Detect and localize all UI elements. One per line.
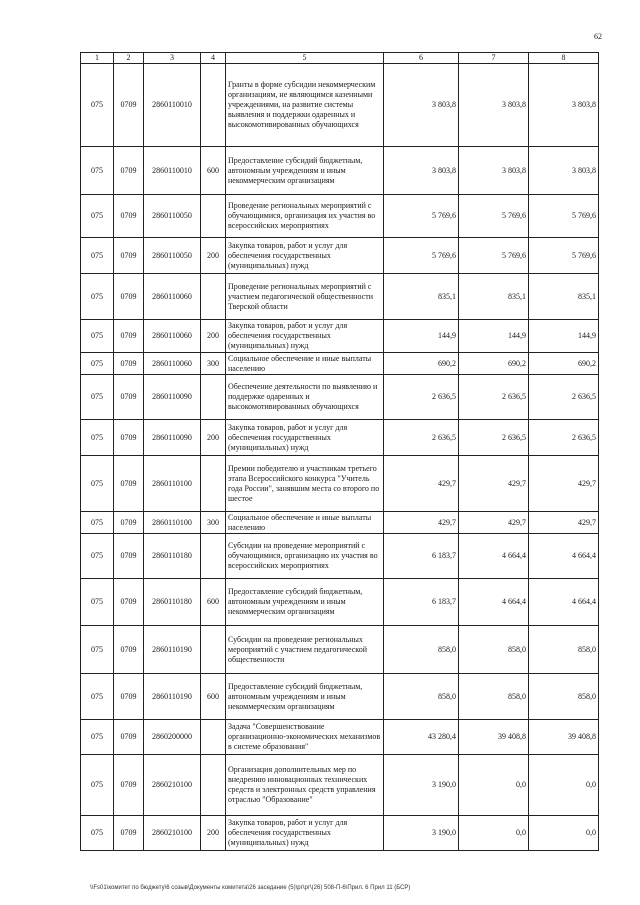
page-number: 62 xyxy=(594,32,602,41)
amount-year-1: 858,0 xyxy=(384,674,459,720)
amount-year-2: 144,9 xyxy=(459,320,529,353)
expense-type-code: 200 xyxy=(201,238,226,274)
target-code: 2860110010 xyxy=(144,147,201,195)
amount-year-2: 0,0 xyxy=(459,816,529,851)
item-name: Закупка товаров, работ и услуг для обеспечения государственных (муниципальных) нужд xyxy=(226,420,384,456)
amount-year-1: 43 280,4 xyxy=(384,720,459,755)
amount-year-1: 6 183,7 xyxy=(384,579,459,626)
amount-year-3: 429,7 xyxy=(529,456,599,512)
expense-type-code: 300 xyxy=(201,353,226,375)
expense-type-code: 600 xyxy=(201,674,226,720)
item-name: Предоставление субсидий бюджетным, автономным учреждениям и иным некоммерческим организациям xyxy=(226,579,384,626)
amount-year-2: 835,1 xyxy=(459,274,529,320)
target-code: 2860210100 xyxy=(144,755,201,816)
expense-type-code: 200 xyxy=(201,420,226,456)
section-code: 0709 xyxy=(114,755,144,816)
amount-year-2: 858,0 xyxy=(459,626,529,674)
section-code: 0709 xyxy=(114,720,144,755)
item-name: Субсидии на проведение мероприятий с обучающимися, организацию их участия во всероссийских мероприятиях xyxy=(226,534,384,579)
expense-type-code: 600 xyxy=(201,147,226,195)
amount-year-3: 858,0 xyxy=(529,674,599,720)
amount-year-3: 4 664,4 xyxy=(529,579,599,626)
target-code: 2860110100 xyxy=(144,456,201,512)
header-col-6: 6 xyxy=(384,53,459,64)
amount-year-1: 429,7 xyxy=(384,456,459,512)
expense-type-code xyxy=(201,720,226,755)
table-row xyxy=(81,720,599,755)
target-code: 2860200000 xyxy=(144,720,201,755)
amount-year-3: 144,9 xyxy=(529,320,599,353)
item-name: Задача "Совершенствование организационно-экономических механизмов в системе образования" xyxy=(226,720,384,755)
amount-year-3: 0,0 xyxy=(529,816,599,851)
section-code: 0709 xyxy=(114,579,144,626)
table-row xyxy=(81,64,599,147)
table-row xyxy=(81,420,599,456)
amount-year-2: 690,2 xyxy=(459,353,529,375)
expense-type-code xyxy=(201,755,226,816)
target-code: 2860110190 xyxy=(144,674,201,720)
table-row xyxy=(81,238,599,274)
table-row xyxy=(81,816,599,851)
ministry-code: 075 xyxy=(81,238,114,274)
ministry-code: 075 xyxy=(81,64,114,147)
ministry-code: 075 xyxy=(81,195,114,238)
table-row xyxy=(81,534,599,579)
expense-type-code xyxy=(201,626,226,674)
table-row xyxy=(81,195,599,238)
ministry-code: 075 xyxy=(81,375,114,420)
amount-year-3: 858,0 xyxy=(529,626,599,674)
target-code: 2860110180 xyxy=(144,579,201,626)
ministry-code: 075 xyxy=(81,456,114,512)
target-code: 2860110050 xyxy=(144,195,201,238)
section-code: 0709 xyxy=(114,238,144,274)
target-code: 2860110060 xyxy=(144,353,201,375)
item-name: Закупка товаров, работ и услуг для обеспечения государственных (муниципальных) нужд xyxy=(226,320,384,353)
table-row xyxy=(81,353,599,375)
ministry-code: 075 xyxy=(81,674,114,720)
table-row xyxy=(81,320,599,353)
table-body xyxy=(81,64,599,851)
item-name: Закупка товаров, работ и услуг для обеспечения государственных (муниципальных) нужд xyxy=(226,238,384,274)
file-path-footer: \\Fs01\комитет по бюджету\6 созыв\Документы комитета\26 заседание (5)\рг\рг\(26) 508-П-6\Прил. 6 Прил 11 (БСР) xyxy=(90,885,411,891)
section-code: 0709 xyxy=(114,320,144,353)
amount-year-3: 2 636,5 xyxy=(529,375,599,420)
amount-year-2: 0,0 xyxy=(459,755,529,816)
amount-year-1: 3 803,8 xyxy=(384,147,459,195)
header-col-1: 1 xyxy=(81,53,114,64)
section-code: 0709 xyxy=(114,375,144,420)
table-row xyxy=(81,755,599,816)
section-code: 0709 xyxy=(114,512,144,534)
target-code: 2860110010 xyxy=(144,64,201,147)
amount-year-2: 39 408,8 xyxy=(459,720,529,755)
expense-type-code xyxy=(201,64,226,147)
amount-year-1: 3 190,0 xyxy=(384,816,459,851)
ministry-code: 075 xyxy=(81,755,114,816)
item-name: Премии победителю и участникам третьего этапа Всероссийского конкурса "Учитель года России", занявшим места со второго по шестое xyxy=(226,456,384,512)
amount-year-1: 858,0 xyxy=(384,626,459,674)
amount-year-2: 2 636,5 xyxy=(459,375,529,420)
table-row xyxy=(81,626,599,674)
amount-year-1: 5 769,6 xyxy=(384,195,459,238)
amount-year-2: 4 664,4 xyxy=(459,579,529,626)
budget-table xyxy=(80,52,599,851)
section-code: 0709 xyxy=(114,816,144,851)
expense-type-code: 300 xyxy=(201,512,226,534)
ministry-code: 075 xyxy=(81,353,114,375)
amount-year-3: 835,1 xyxy=(529,274,599,320)
item-name: Социальное обеспечение и иные выплаты населению xyxy=(226,353,384,375)
section-code: 0709 xyxy=(114,626,144,674)
item-name: Закупка товаров, работ и услуг для обеспечения государственных (муниципальных) нужд xyxy=(226,816,384,851)
table-row xyxy=(81,456,599,512)
target-code: 2860110060 xyxy=(144,274,201,320)
amount-year-2: 858,0 xyxy=(459,674,529,720)
item-name: Организация дополнительных мер по внедрению инновационных технических средств и электронных средств управления отраслью "Образование" xyxy=(226,755,384,816)
target-code: 2860110060 xyxy=(144,320,201,353)
expense-type-code xyxy=(201,195,226,238)
item-name: Предоставление субсидий бюджетным, автономным учреждениям и иным некоммерческим организациям xyxy=(226,147,384,195)
header-col-4: 4 xyxy=(201,53,226,64)
amount-year-3: 2 636,5 xyxy=(529,420,599,456)
ministry-code: 075 xyxy=(81,147,114,195)
amount-year-3: 690,2 xyxy=(529,353,599,375)
section-code: 0709 xyxy=(114,147,144,195)
table-row xyxy=(81,579,599,626)
ministry-code: 075 xyxy=(81,720,114,755)
target-code: 2860110180 xyxy=(144,534,201,579)
target-code: 2860110090 xyxy=(144,375,201,420)
section-code: 0709 xyxy=(114,64,144,147)
expense-type-code: 200 xyxy=(201,816,226,851)
target-code: 2860110090 xyxy=(144,420,201,456)
target-code: 2860210100 xyxy=(144,816,201,851)
amount-year-2: 5 769,6 xyxy=(459,238,529,274)
section-code: 0709 xyxy=(114,420,144,456)
ministry-code: 075 xyxy=(81,274,114,320)
table-row xyxy=(81,147,599,195)
item-name: Обеспечение деятельности по выявлению и поддержке одаренных и высокомотивированных обучающихся xyxy=(226,375,384,420)
amount-year-1: 2 636,5 xyxy=(384,375,459,420)
expense-type-code xyxy=(201,375,226,420)
item-name: Проведение региональных мероприятий с участием педагогической общественности Тверской области xyxy=(226,274,384,320)
amount-year-1: 6 183,7 xyxy=(384,534,459,579)
amount-year-2: 5 769,6 xyxy=(459,195,529,238)
target-code: 2860110190 xyxy=(144,626,201,674)
amount-year-3: 429,7 xyxy=(529,512,599,534)
amount-year-3: 39 408,8 xyxy=(529,720,599,755)
ministry-code: 075 xyxy=(81,579,114,626)
header-col-5: 5 xyxy=(226,53,384,64)
section-code: 0709 xyxy=(114,534,144,579)
amount-year-1: 429,7 xyxy=(384,512,459,534)
amount-year-1: 144,9 xyxy=(384,320,459,353)
section-code: 0709 xyxy=(114,456,144,512)
ministry-code: 075 xyxy=(81,534,114,579)
table-row xyxy=(81,375,599,420)
amount-year-1: 3 803,8 xyxy=(384,64,459,147)
table-row xyxy=(81,512,599,534)
amount-year-3: 4 664,4 xyxy=(529,534,599,579)
target-code: 2860110050 xyxy=(144,238,201,274)
amount-year-2: 4 664,4 xyxy=(459,534,529,579)
header-row xyxy=(81,53,599,64)
table-row xyxy=(81,674,599,720)
amount-year-3: 3 803,8 xyxy=(529,64,599,147)
amount-year-3: 5 769,6 xyxy=(529,238,599,274)
ministry-code: 075 xyxy=(81,420,114,456)
amount-year-2: 429,7 xyxy=(459,456,529,512)
table-row xyxy=(81,274,599,320)
target-code: 2860110100 xyxy=(144,512,201,534)
amount-year-3: 0,0 xyxy=(529,755,599,816)
amount-year-1: 690,2 xyxy=(384,353,459,375)
amount-year-1: 2 636,5 xyxy=(384,420,459,456)
item-name: Социальное обеспечение и иные выплаты населению xyxy=(226,512,384,534)
expense-type-code: 600 xyxy=(201,579,226,626)
amount-year-1: 835,1 xyxy=(384,274,459,320)
amount-year-3: 5 769,6 xyxy=(529,195,599,238)
item-name: Проведение региональных мероприятий с обучающимися, организация их участия во всероссийских мероприятиях xyxy=(226,195,384,238)
expense-type-code xyxy=(201,274,226,320)
ministry-code: 075 xyxy=(81,320,114,353)
item-name: Предоставление субсидий бюджетным, автономным учреждениям и иным некоммерческим организациям xyxy=(226,674,384,720)
amount-year-2: 3 803,8 xyxy=(459,64,529,147)
ministry-code: 075 xyxy=(81,626,114,674)
item-name: Субсидии на проведение региональных мероприятий с участием педагогической общественности xyxy=(226,626,384,674)
ministry-code: 075 xyxy=(81,816,114,851)
item-name: Гранты в форме субсидии некоммерческим организациям, не являющимся казенными учреждениями, на развитие системы выявления и поддержки одаренных и высокомотивированных обучающихся xyxy=(226,64,384,147)
ministry-code: 075 xyxy=(81,512,114,534)
header-col-3: 3 xyxy=(144,53,201,64)
section-code: 0709 xyxy=(114,195,144,238)
section-code: 0709 xyxy=(114,674,144,720)
amount-year-2: 2 636,5 xyxy=(459,420,529,456)
amount-year-1: 5 769,6 xyxy=(384,238,459,274)
header-col-2: 2 xyxy=(114,53,144,64)
section-code: 0709 xyxy=(114,274,144,320)
expense-type-code xyxy=(201,456,226,512)
expense-type-code: 200 xyxy=(201,320,226,353)
amount-year-1: 3 190,0 xyxy=(384,755,459,816)
amount-year-2: 3 803,8 xyxy=(459,147,529,195)
expense-type-code xyxy=(201,534,226,579)
amount-year-2: 429,7 xyxy=(459,512,529,534)
section-code: 0709 xyxy=(114,353,144,375)
header-col-7: 7 xyxy=(459,53,529,64)
header-col-8: 8 xyxy=(529,53,599,64)
amount-year-3: 3 803,8 xyxy=(529,147,599,195)
